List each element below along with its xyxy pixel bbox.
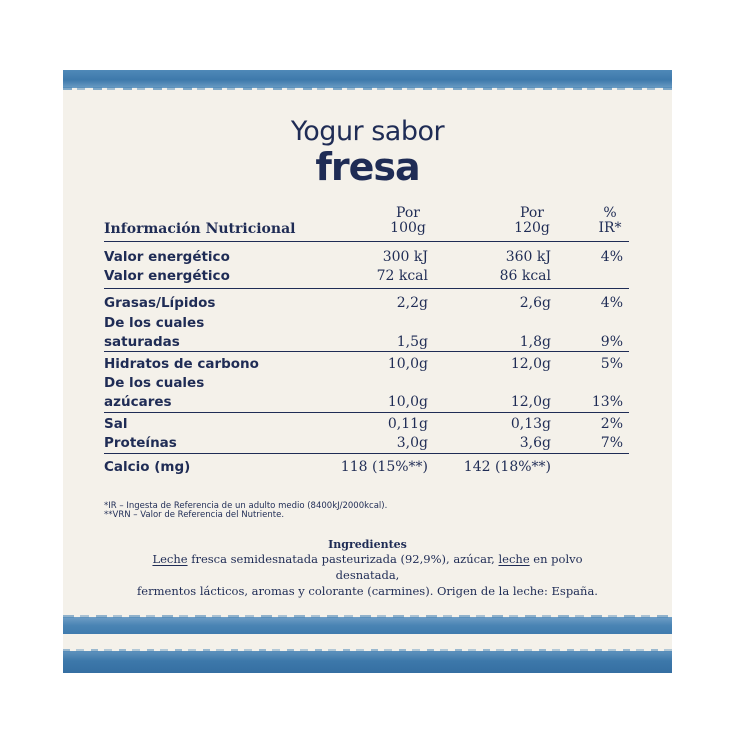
product-title-line2: fresa bbox=[315, 145, 420, 189]
ingredients-line2: fermentos lácticos, aromas y colorante (carmines). Origen de la leche: España. bbox=[137, 584, 598, 598]
row-value-100g: 300 kJ bbox=[382, 249, 428, 265]
row-value-100g: 10,0g bbox=[387, 394, 428, 410]
row-value-120g: 2,6g bbox=[519, 295, 551, 311]
header-col2-line1: Por bbox=[520, 205, 544, 221]
row-value-100g: 3,0g bbox=[396, 435, 428, 451]
row-value-100g: 1,5g bbox=[396, 334, 428, 350]
row-label: Hidratos de carbono bbox=[104, 356, 259, 372]
row-label: De los cuales bbox=[104, 315, 205, 331]
row-value-120g: 360 kJ bbox=[505, 249, 551, 265]
row-value-120g: 12,0g bbox=[510, 356, 551, 372]
footnote-ir: *IR – Ingesta de Referencia de un adulto medio (8400kJ/2000kcal). bbox=[104, 501, 388, 511]
table-rule bbox=[104, 241, 629, 242]
table-rule bbox=[104, 412, 629, 413]
row-value-ir: 7% bbox=[600, 435, 623, 451]
header-col3-line2: IR* bbox=[598, 220, 622, 236]
top-stripe bbox=[63, 70, 672, 88]
row-value-ir: 2% bbox=[600, 416, 623, 432]
row-value-120g: 142 (18%**) bbox=[463, 459, 551, 475]
table-header-per-100g bbox=[368, 206, 448, 236]
row-value-120g: 3,6g bbox=[519, 435, 551, 451]
middle-stripe bbox=[63, 617, 672, 634]
row-label: saturadas bbox=[104, 334, 180, 350]
table-header-per-120g bbox=[492, 206, 572, 236]
ingredients-segment: fresca semidesnatada pasteurizada (92,9%), azúcar, bbox=[187, 552, 499, 566]
ingredients-line1 bbox=[130, 551, 605, 583]
ingredients-text bbox=[130, 551, 605, 599]
ingredient-milk: Leche bbox=[152, 552, 188, 566]
header-col1-line1: Por bbox=[396, 205, 420, 221]
row-label: azúcares bbox=[104, 394, 172, 410]
row-value-ir: 4% bbox=[600, 249, 623, 265]
row-label: Proteínas bbox=[104, 435, 177, 451]
row-value-ir: 13% bbox=[591, 394, 623, 410]
bottom-stripe bbox=[63, 651, 672, 673]
table-rule bbox=[104, 351, 629, 352]
row-label: Valor energético bbox=[104, 249, 230, 265]
table-rule bbox=[104, 453, 629, 454]
row-value-100g: 2,2g bbox=[396, 295, 428, 311]
row-label: Grasas/Lípidos bbox=[104, 295, 216, 311]
row-value-120g: 1,8g bbox=[519, 334, 551, 350]
row-value-ir: 4% bbox=[600, 295, 623, 311]
table-header-label: Información Nutricional bbox=[104, 221, 296, 237]
row-value-120g: 0,13g bbox=[510, 416, 551, 432]
row-value-100g: 10,0g bbox=[387, 356, 428, 372]
row-label: Calcio (mg) bbox=[104, 459, 191, 475]
row-value-ir: 5% bbox=[600, 356, 623, 372]
ingredients-segment: en polvo desnatada, bbox=[335, 552, 583, 582]
product-title-line1: Yogur sabor bbox=[290, 116, 445, 147]
row-value-120g: 12,0g bbox=[510, 394, 551, 410]
footnote-vrn: **VRN – Valor de Referencia del Nutriente. bbox=[104, 510, 285, 520]
row-value-100g: 0,11g bbox=[387, 416, 428, 432]
header-col2-line2: 120g bbox=[514, 220, 550, 236]
row-value-100g: 118 (15%**) bbox=[340, 459, 428, 475]
header-col3-line1: % bbox=[603, 205, 617, 221]
table-header-ir bbox=[580, 206, 640, 236]
ingredient-milk-powder: leche bbox=[498, 552, 530, 566]
row-value-120g: 86 kcal bbox=[499, 268, 551, 284]
table-rule bbox=[104, 288, 629, 289]
row-label: Valor energético bbox=[104, 268, 230, 284]
row-value-100g: 72 kcal bbox=[376, 268, 428, 284]
ingredients-title: Ingredientes bbox=[328, 538, 407, 551]
header-col1-line2: 100g bbox=[390, 220, 426, 236]
row-label: Sal bbox=[104, 416, 128, 432]
row-value-ir: 9% bbox=[600, 334, 623, 350]
row-label: De los cuales bbox=[104, 375, 205, 391]
